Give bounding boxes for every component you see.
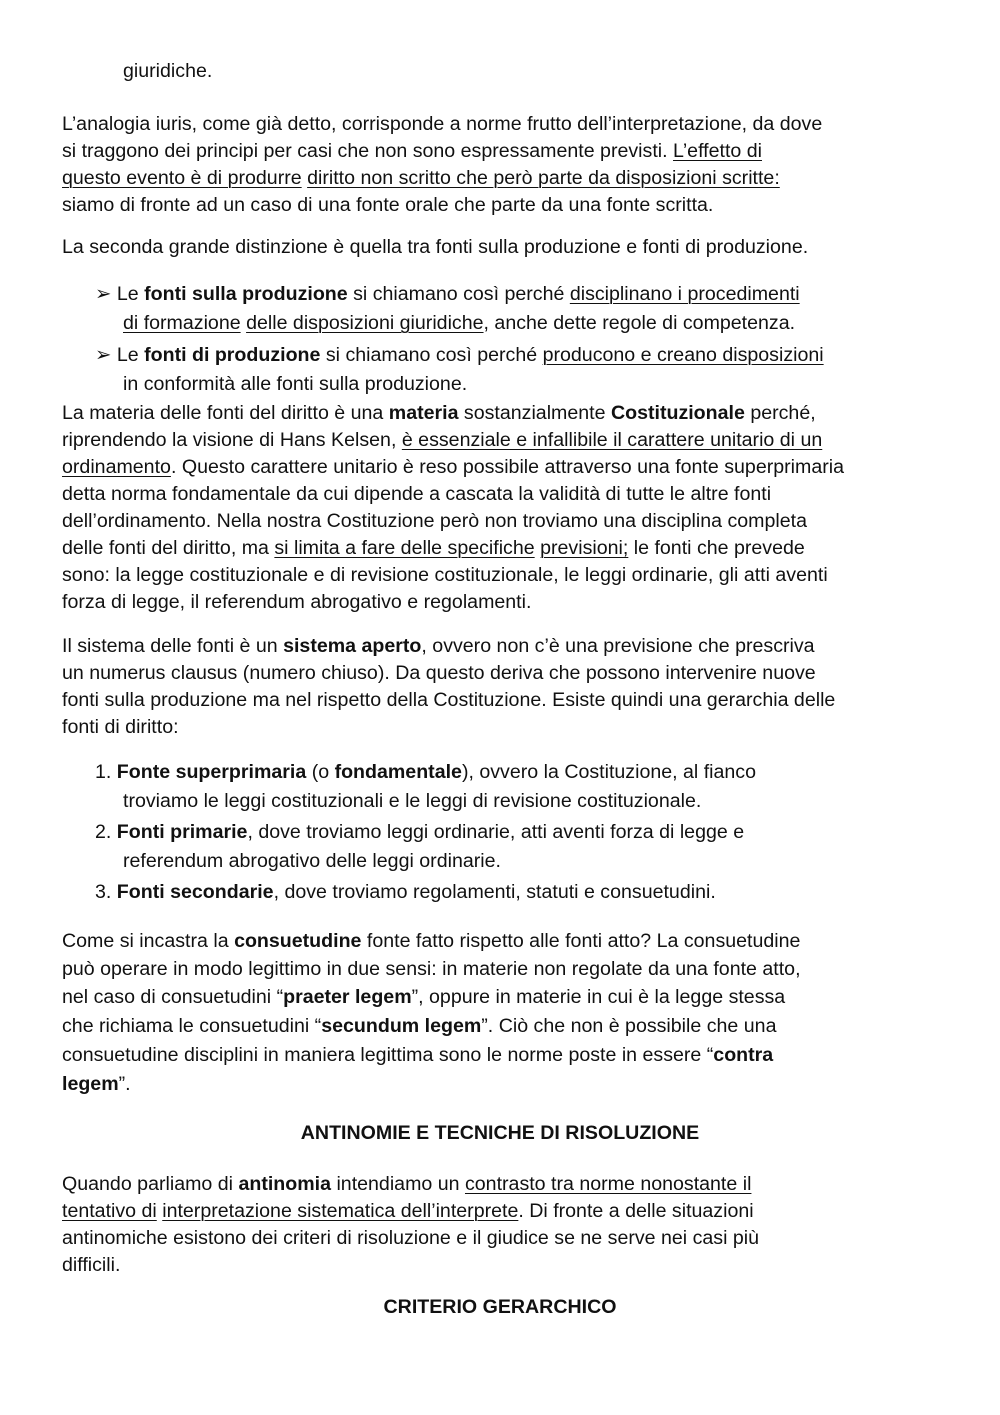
paragraph-materia: [62, 400, 962, 616]
bold-text: Fonti secondarie: [116, 881, 274, 903]
underlined-text: tentativo di: [62, 1200, 157, 1222]
text-span: fonte fatto rispetto alle fonti atto? La consuetudine: [361, 930, 801, 952]
text-line: [62, 1171, 962, 1198]
text-span: si traggono dei principi per casi che non sono espressamente previsti.: [62, 140, 674, 162]
text-span: sostanzialmente: [458, 402, 611, 424]
bullet-item-fonti-sulla-produzione: [62, 281, 962, 337]
text-line: forza di legge, il referendum abrogativo e regolamenti.: [62, 591, 532, 613]
list-number: 2.: [95, 821, 112, 843]
underlined-text: interpretazione sistematica dell’interprete: [162, 1200, 519, 1222]
text-span: consuetudine disciplini in maniera legittima sono le norme poste in essere “: [62, 1044, 714, 1066]
underlined-text: L’effetto di: [673, 140, 762, 162]
underlined-text: producono e creano disposizioni: [542, 344, 824, 366]
text-line: dell’ordinamento. Nella nostra Costituzione però non troviamo una disciplina completa: [62, 510, 807, 532]
underlined-text: contrasto tra norme nonostante il: [464, 1173, 752, 1195]
underlined-text: previsioni;: [540, 537, 629, 559]
text-line: fonti di diritto:: [62, 716, 179, 738]
text-span: intendiamo un: [331, 1173, 465, 1195]
underlined-text: disciplinano i procedimenti: [569, 283, 800, 305]
list-item: [62, 819, 962, 875]
underlined-text: è essenziale e infallibile il carattere unitario di un: [401, 429, 823, 451]
text-span: perché,: [744, 402, 816, 424]
text-line: [62, 759, 962, 786]
text-span: le fonti che prevede: [628, 537, 805, 559]
text-span: , dove troviamo regolamenti, statuti e consuetudini.: [273, 881, 716, 903]
text-span: Le: [111, 283, 145, 305]
text-line: [62, 310, 962, 337]
text-line: [62, 1013, 962, 1042]
text-span: Il sistema delle fonti è un: [62, 635, 284, 657]
bold-text: contra: [713, 1044, 774, 1066]
text-span: ”, oppure in materie in cui è la legge stessa: [411, 986, 786, 1008]
text-span: Come si incastra la: [62, 930, 235, 952]
underlined-text: di formazione: [123, 312, 241, 334]
text-line: La seconda grande distinzione è quella tra fonti sulla produzione e fonti di produzione.: [62, 236, 809, 258]
text-line: [62, 819, 962, 846]
bullet-arrow-icon: ➢: [95, 283, 112, 305]
text-span: La materia delle fonti del diritto è una: [62, 402, 389, 424]
bold-text: fonti di produzione: [144, 344, 321, 366]
underlined-text: si limita a fare delle specifiche: [274, 537, 535, 559]
paragraph-analogia: [62, 111, 962, 219]
text-line: [62, 984, 962, 1013]
bold-text: fonti sulla produzione: [144, 283, 348, 305]
text-line: [62, 281, 962, 308]
text-line: [62, 535, 962, 562]
text-line: [62, 633, 962, 660]
bold-text: fondamentale: [334, 761, 462, 783]
text-span: nel caso di consuetudini “: [62, 986, 284, 1008]
text-span: . Questo carattere unitario è reso possibile attraverso una fonte superprimaria: [170, 456, 845, 478]
bold-text: legem: [62, 1073, 119, 1095]
paragraph-antinomia: [62, 1171, 962, 1279]
text-line: in conformità alle fonti sulla produzione.: [123, 373, 468, 395]
text-line: difficili.: [62, 1254, 121, 1276]
text-line: giuridiche.: [123, 60, 213, 82]
text-span: che richiama le consuetudini “: [62, 1015, 322, 1037]
text-line: siamo di fronte ad un caso di una fonte orale che parte da una fonte scritta.: [62, 194, 714, 216]
text-span: si chiamano così perché: [320, 344, 543, 366]
underlined-text: diritto non scritto che però parte da disposizioni scritte:: [307, 167, 780, 189]
paragraph-distinzione: [62, 234, 962, 261]
text-line: [62, 400, 962, 427]
text-line: troviamo le leggi costituzionali e le leggi di revisione costituzionale.: [123, 790, 702, 812]
text-line: detta norma fondamentale da cui dipende a cascata la validità di tutte le altre fonti: [62, 483, 772, 505]
bold-text: praeter legem: [283, 986, 412, 1008]
text-span: Quando parliamo di: [62, 1173, 239, 1195]
bullet-arrow-icon: ➢: [95, 344, 112, 366]
text-span: . Di fronte a delle situazioni: [518, 1200, 754, 1222]
text-line: referendum abrogativo delle leggi ordinarie.: [123, 850, 501, 872]
text-span: , ovvero non c’è una previsione che prescriva: [421, 635, 815, 657]
text-span: (o: [306, 761, 335, 783]
list-item: [62, 759, 962, 815]
text-line: [62, 342, 962, 369]
text-line: [62, 454, 962, 481]
paragraph-consuetudine: [62, 928, 962, 1098]
underlined-text: delle disposizioni giuridiche: [246, 312, 484, 334]
bold-text: materia: [388, 402, 459, 424]
text-span: , dove troviamo leggi ordinarie, atti aventi forza di legge e: [247, 821, 745, 843]
text-line: [62, 427, 962, 454]
section-heading: CRITERIO GERARCHICO: [383, 1296, 617, 1318]
list-number: 1.: [95, 761, 112, 783]
text-span: ”.: [118, 1073, 131, 1095]
bold-text: sistema aperto: [283, 635, 422, 657]
text-line: un numerus clausus (numero chiuso). Da questo deriva che possono intervenire nuove: [62, 662, 816, 684]
bold-text: consuetudine: [234, 930, 362, 952]
bold-text: antinomia: [238, 1173, 331, 1195]
text-line: [62, 138, 962, 165]
text-span: Le: [111, 344, 145, 366]
text-line: [62, 879, 962, 906]
text-line: [62, 1042, 962, 1071]
list-number: 3.: [95, 881, 112, 903]
underlined-text: questo evento è di produrre: [62, 167, 302, 189]
text-span: riprendendo la visione di Hans Kelsen,: [62, 429, 402, 451]
bold-text: Fonte superprimaria: [116, 761, 307, 783]
underlined-text: ordinamento: [62, 456, 171, 478]
text-line: L’analogia iuris, come già detto, corrisponde a norme frutto dell’interpretazione, da dove: [62, 113, 823, 135]
text-span: si chiamano così perché: [347, 283, 570, 305]
text-line: può operare in modo legittimo in due sensi: in materie non regolate da una fonte atto,: [62, 958, 801, 980]
text-line: [62, 165, 962, 192]
bold-text: Costituzionale: [610, 402, 745, 424]
text-line: antinomiche esistono dei criteri di risoluzione e il giudice se ne serve nei casi più: [62, 1227, 760, 1249]
bold-text: secundum legem: [321, 1015, 482, 1037]
text-line: sono: la legge costituzionale e di revisione costituzionale, le leggi ordinarie, gli atti aventi: [62, 564, 828, 586]
text-line: fonti sulla produzione ma nel rispetto della Costituzione. Esiste quindi una gerarchia delle: [62, 689, 836, 711]
text-span: delle fonti del diritto, ma: [62, 537, 275, 559]
bold-text: Fonti primarie: [116, 821, 248, 843]
continuation-paragraph: [62, 58, 962, 85]
text-span: , anche dette regole di competenza.: [483, 312, 796, 334]
section-heading: ANTINOMIE E TECNICHE DI RISOLUZIONE: [300, 1122, 700, 1144]
list-item: [62, 879, 962, 906]
text-line: [62, 1071, 962, 1098]
paragraph-sistema: [62, 633, 962, 741]
text-span: ), ovvero la Costituzione, al fianco: [461, 761, 757, 783]
text-line: [62, 1198, 962, 1225]
text-line: [62, 928, 962, 956]
bullet-item-fonti-di-produzione: [62, 342, 962, 398]
text-span: ”. Ciò che non è possibile che una: [481, 1015, 777, 1037]
